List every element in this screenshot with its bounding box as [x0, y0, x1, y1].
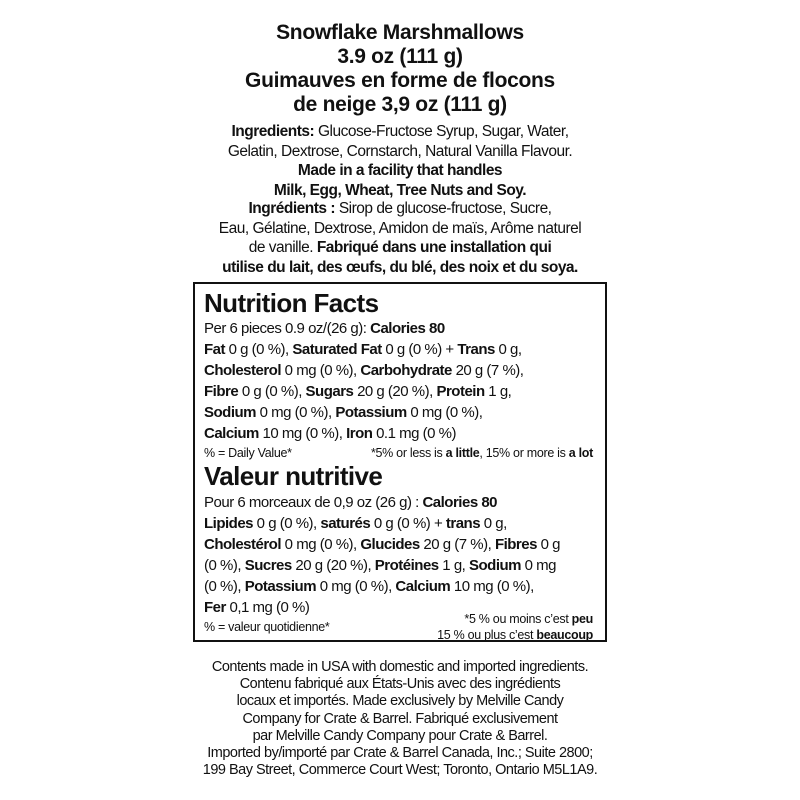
- ingredients-fr-line1: Ingrédients : Sirop de glucose-fructose, Sucre,: [248, 200, 552, 217]
- nf-fibre-row-en: Fibre 0 g (0 %), Sugars 20 g (20 %), Protein 1 g,: [204, 383, 512, 400]
- allergen-fr-line: utilise du lait, des œufs, du blé, des noix et du soya.: [222, 258, 578, 276]
- nf-dv-scale-fr: [437, 611, 593, 643]
- product-weight-en: 3.9 oz (111 g): [337, 45, 463, 68]
- manufacturer-info: [140, 659, 660, 779]
- ingredients-en-line2: Gelatin, Dextrose, Cornstarch, Natural Vanilla Flavour.: [227, 142, 573, 160]
- nf-potassium-row-fr: (0 %), Potassium 0 mg (0 %), Calcium 10 mg (0 %),: [204, 578, 534, 595]
- allergen-en-line1: Made in a facility that handles: [297, 162, 503, 179]
- ingredients-fr-label: Ingrédients :: [248, 200, 336, 217]
- nf-dv-note-en: % = Daily Value*: [204, 446, 292, 460]
- product-title-fr-weight: de neige 3,9 oz (111 g): [293, 93, 507, 116]
- allergen-en-line2: Milk, Egg, Wheat, Tree Nuts and Soy.: [273, 181, 527, 199]
- ingredients-en-label: Ingredients:: [231, 123, 315, 140]
- nf-dv-note-fr: % = valeur quotidienne*: [204, 620, 330, 634]
- ingredients-en-line1: Ingredients: Glucose-Fructose Syrup, Sugar, Water,: [231, 123, 569, 140]
- nf-lipides-row-fr: Lipides 0 g (0 %), saturés 0 g (0 %) + trans 0 g,: [204, 515, 507, 532]
- valeur-nutritive-heading: Valeur nutritive: [204, 461, 383, 491]
- nutrition-facts-heading: Nutrition Facts: [204, 288, 379, 318]
- nf-sucres-row-fr: (0 %), Sucres 20 g (20 %), Protéines 1 g, Sodium 0 mg: [204, 557, 557, 574]
- nf-chol-row-en: Cholesterol 0 mg (0 %), Carbohydrate 20 g (7 %),: [204, 362, 524, 379]
- footer-line: 199 Bay Street, Commerce Court West; Toronto, Ontario M5L1A9.: [202, 762, 598, 779]
- nf-serving-fr: Pour 6 morceaux de 0,9 oz (26 g) : Calories 80: [204, 494, 498, 511]
- ingredients-fr-line3: de vanille. Fabriqué dans une installation qui: [248, 239, 552, 256]
- nf-fer-row-fr: Fer 0,1 mg (0 %): [204, 599, 310, 616]
- footer-line: Contents made in USA with domestic and imported ingredients.: [211, 659, 589, 675]
- nf-dv-scale-fr-line2: 15 % ou plus c’est beaucoup: [437, 628, 593, 642]
- ingredients-fr-line2: Eau, Gélatine, Dextrose, Amidon de maïs, Arôme naturel: [218, 219, 582, 237]
- footer-line: locaux et importés. Made exclusively by Melville Candy: [236, 693, 564, 710]
- footer-line: Contenu fabriqué aux États-Unis avec des ingrédients: [239, 676, 561, 693]
- nutrition-facts-table: [193, 282, 607, 642]
- footer-line: Imported by/importé par Crate & Barrel Canada, Inc.; Suite 2800;: [207, 745, 593, 762]
- nf-calcium-row-en: Calcium 10 mg (0 %), Iron 0.1 mg (0 %): [204, 425, 456, 442]
- footer-line: Company for Crate & Barrel. Fabriqué exclusivement: [242, 710, 558, 727]
- ingredients-en: [160, 122, 640, 200]
- product-title-en: Snowflake Marshmallows: [276, 21, 524, 44]
- nf-sodium-row-en: Sodium 0 mg (0 %), Potassium 0 mg (0 %),: [204, 404, 483, 421]
- nf-dv-scale-en: *5% or less is a little, 15% or more is a lot: [370, 446, 593, 460]
- nf-chol-row-fr: Cholestérol 0 mg (0 %), Glucides 20 g (7 %), Fibres 0 g: [204, 536, 560, 553]
- nf-serving-en: Per 6 pieces 0.9 oz/(26 g): Calories 80: [204, 320, 445, 337]
- nf-fat-row-en: Fat 0 g (0 %), Saturated Fat 0 g (0 %) + Trans 0 g,: [204, 341, 522, 358]
- footer-line: par Melville Candy Company pour Crate & Barrel.: [252, 727, 548, 744]
- nf-dv-scale-fr-line1: *5 % ou moins c’est peu: [464, 612, 593, 626]
- ingredients-fr: [160, 199, 640, 277]
- product-title-fr: Guimauves en forme de flocons: [245, 69, 555, 92]
